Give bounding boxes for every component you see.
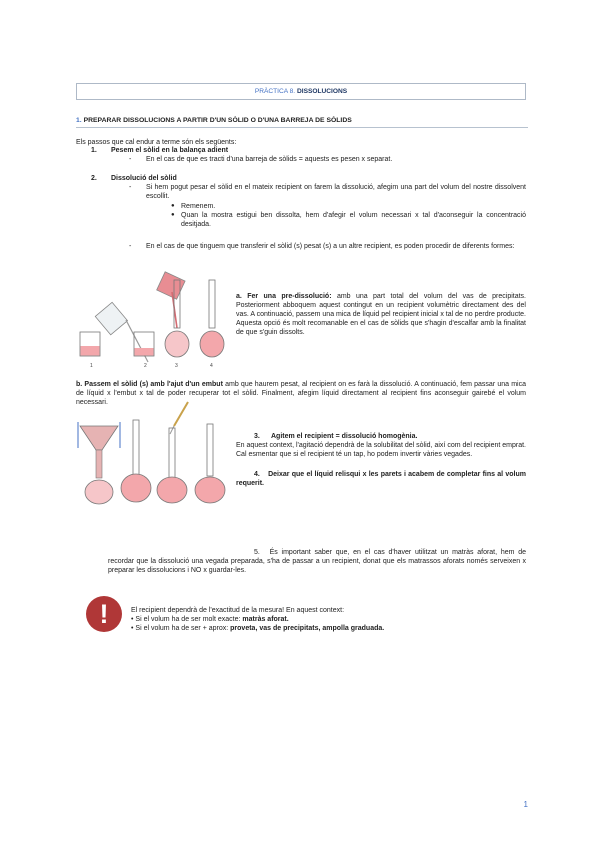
warning-line-3 <box>131 624 531 633</box>
step2-number: 2. <box>91 175 97 182</box>
step1-title: Pesem el sòlid en la balança adient <box>111 147 229 154</box>
practice-title: DISSOLUCIONS <box>296 88 348 95</box>
volumetric-flask-5-icon <box>195 424 225 503</box>
pre-dissolution-figure <box>76 270 236 370</box>
step1-number: 1. <box>91 147 97 154</box>
figure-label-3: 3 <box>175 363 178 369</box>
step1-detail: - En el cas de que es tracti d'una barreja de sòlids = aquests es pesen x separat. <box>129 156 393 163</box>
page-number: 1 <box>523 800 528 809</box>
step4-number: 4. <box>254 471 260 478</box>
warning-text <box>131 606 531 633</box>
option-a-text: amb una part total del volum del vas de precipitats. Posteriorment abboquem aquest contingut en un recipient volumètric directament des del vas. A continuació, passem una mica de líquid pel recipient inicial x tal de no perdre producte. Aquesta opció és molt recomanable en el cas de sòlids que s'hagin d'escalfar amb la finalitat de que s'guin dissolts. <box>236 293 526 336</box>
volumetric-flask-3-icon <box>121 420 151 502</box>
figure-label-1: 1 <box>90 363 93 369</box>
step3-title: Agitem el recipient = dissolució homogènia. <box>271 433 418 440</box>
pipette-icon <box>170 402 188 434</box>
warning-line-1: El recipient dependrà de l'exactitud de la mesura! En aquest context: <box>131 607 345 614</box>
option-a-label: a. Fer una pre-dissolució: <box>236 293 332 300</box>
step5-number: 5. <box>254 549 260 556</box>
step2-bullet-2: ● Quan la mostra estigui ben dissolta, hem d'afegir el volum necessari x tal d'aconseguir la concentració desitjada. <box>171 212 526 228</box>
funnel-flask-icon <box>78 422 120 504</box>
step3-number: 3. <box>254 433 260 440</box>
warning-line-3-prefix: • Si el volum ha de ser + aprox: <box>131 625 229 632</box>
section-title: PREPARAR DISSOLUCIONS A PARTIR D'UN SÒLID O D'UNA BARREJA DE SÒLIDS <box>83 117 352 124</box>
intro-text: Els passos que cal endur a terme són els següents: <box>76 139 237 146</box>
step5-text: És important saber que, en el cas d'haver utilitzat un matràs aforat, hem de recordar que la dissolució una vegada preparada, s'ha de passar a un recipient, donat que els matrassos aforats només serveixen x preparar les dissolucions i NO x guardar-les. <box>108 549 526 574</box>
warning-line-2-bold: matràs aforat. <box>242 616 289 623</box>
option-b-text: amb que haurem pesat, al recipient on es farà la dissolució. A continuació, fem passar una mica de líquid x l'embut x tal de poder recuperar tot el sòlid. Finalment, afegim líquid directament al recipient fins aconseguir gairebé el volum necessari. <box>76 381 527 406</box>
tilted-beaker-icon <box>157 272 185 299</box>
option-a-paragraph <box>236 292 526 337</box>
step2-bullet-2-text: Quan la mostra estigui ben dissolta, hem d'afegir el volum necessari x tal d'aconseguir la concentració desitjada. <box>181 212 526 228</box>
step4-paragraph <box>236 470 526 488</box>
figure-label-2: 2 <box>144 363 147 369</box>
volumetric-flask-2-icon <box>200 280 224 357</box>
section-heading <box>76 116 528 128</box>
warning-line-2-prefix: • Si el volum ha de ser molt exacte: <box>131 616 241 623</box>
step2-detail-2: - En el cas de que tinguem que transferir el sòlid (s) pesat (s) a un altre recipient, es poden procedir de diferents formes: <box>129 243 515 250</box>
step2-bullet-1: ● Remenem. <box>171 203 216 210</box>
step2-detail-1: - Si hem pogut pesar el sòlid en el mateix recipient on farem la dissolució, afegim una part del volum del nostre dissolvent escollit. <box>129 184 526 200</box>
beaker-icon <box>80 332 100 356</box>
volumetric-flask-4-icon <box>157 428 187 503</box>
funnel-figure <box>72 400 232 510</box>
warning-icon <box>86 596 122 632</box>
step2-title: Dissolució del sòlid <box>111 175 177 182</box>
step3-text: En aquest context, l'agitació dependrà de la solubilitat del sòlid, així com del recipient emprat. Cal esmentar que si el recipient té un tap, ho podem invertir vàries vegades. <box>236 442 526 458</box>
step2-detail-2-text: En el cas de que tinguem que transferir el sòlid (s) pesat (s) a un altre recipient, es poden procedir de diferents formes: <box>146 243 515 250</box>
step4-title: Deixar que el líquid relisqui x les parets i acabem de completar fins al volum requerit. <box>236 471 526 487</box>
step2-bullet-1-text: Remenem. <box>181 203 216 210</box>
exclamation-icon: ! <box>99 599 109 629</box>
beaker-2-icon <box>134 332 154 356</box>
warning-line-3-bold: proveta, vas de precipitats, ampolla graduada. <box>230 625 385 632</box>
section-number: 1. <box>76 117 82 124</box>
practice-title-box <box>76 83 526 100</box>
option-b-label: b. Passem el sòlid (s) amb l'ajut d'un embut <box>76 381 223 388</box>
pouring-beaker-icon <box>95 302 127 335</box>
step2-detail-1-text: Si hem pogut pesar el sòlid en el mateix recipient on farem la dissolució, afegim una part del volum del nostre dissolvent escollit. <box>146 184 526 200</box>
step1-detail-text: En el cas de que es tracti d'una barreja de sòlids = aquests es pesen x separat. <box>146 156 393 163</box>
warning-line-2 <box>131 615 531 624</box>
step5-paragraph <box>108 548 526 575</box>
figure-label-4: 4 <box>210 363 213 369</box>
practice-prefix: PRÀCTICA 8. <box>254 88 296 95</box>
